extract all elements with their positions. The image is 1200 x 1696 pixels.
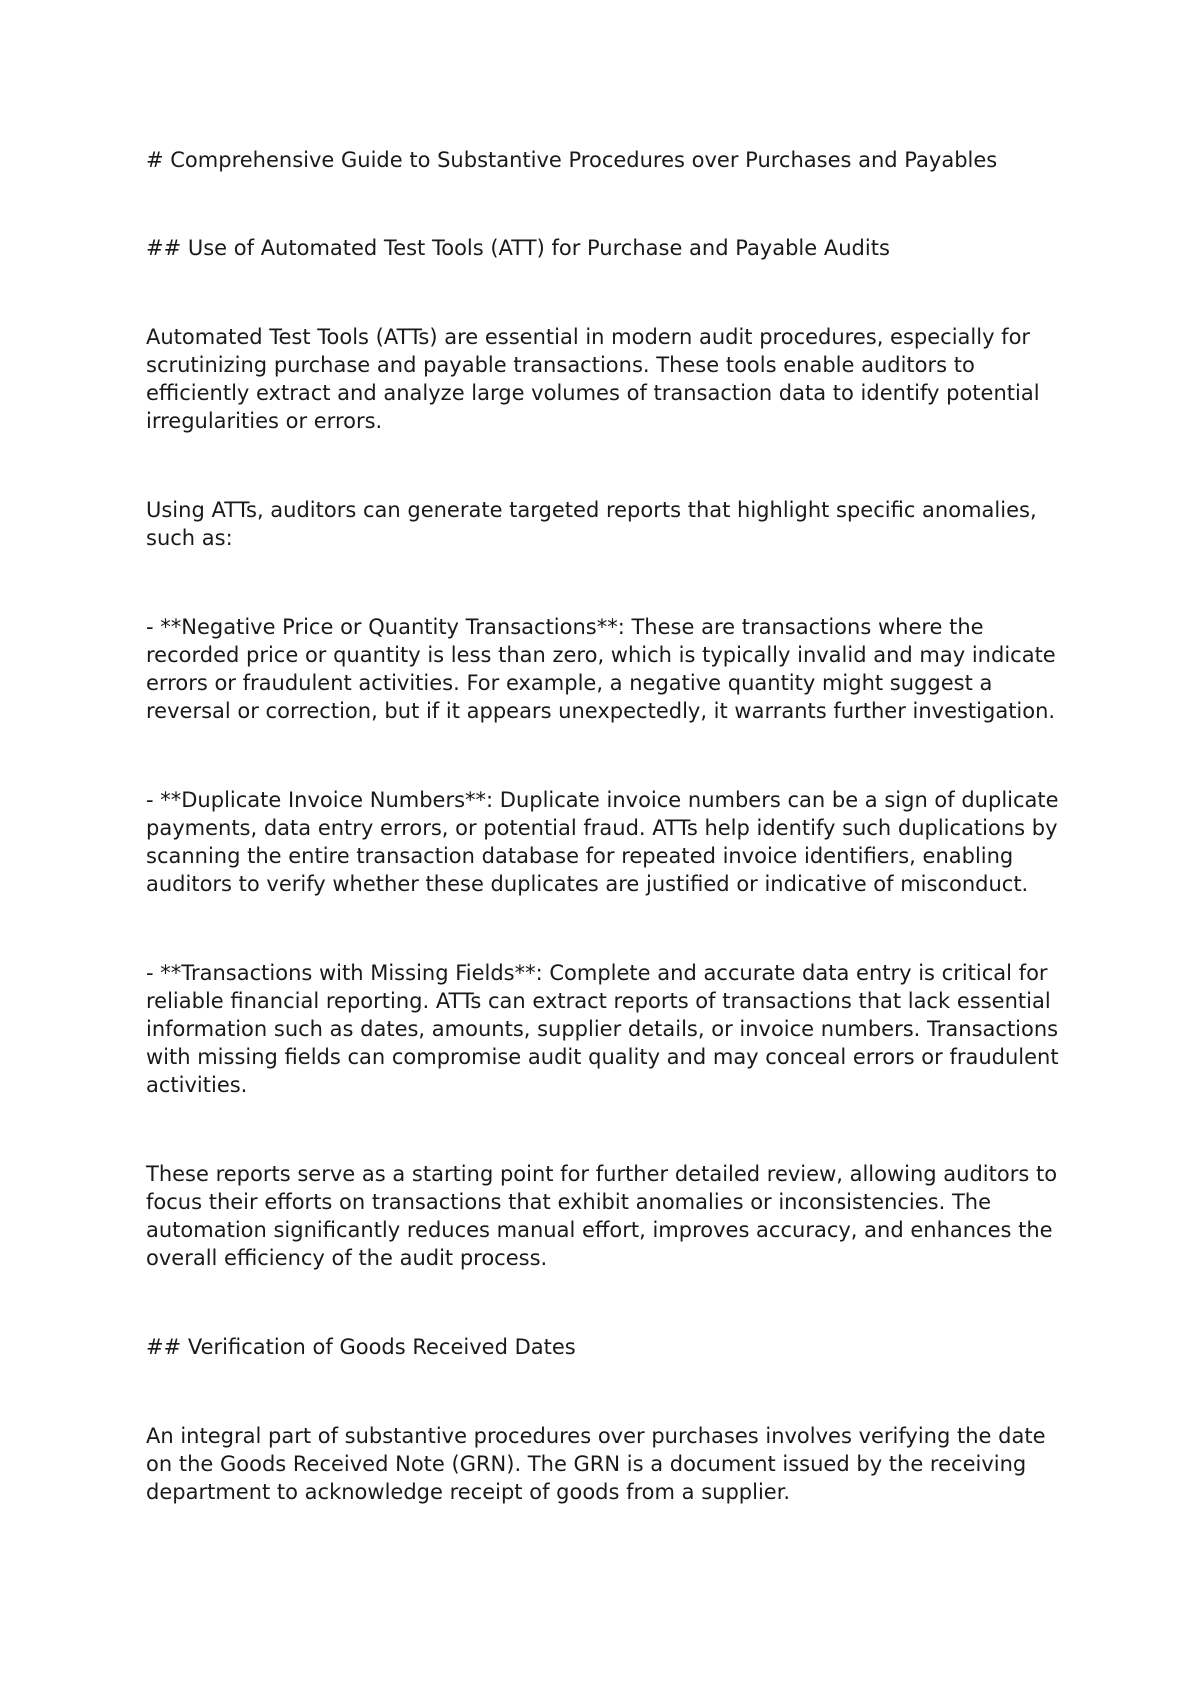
paragraph-att-lead: Using ATTs, auditors can generate targeted reports that highlight specific anomalies, such as: (146, 498, 1037, 550)
section-heading-grn: ## Verification of Goods Received Dates (146, 1335, 576, 1359)
bullet-duplicate-invoice: - **Duplicate Invoice Numbers**: Duplicate invoice numbers can be a sign of duplicate payments, data entry errors, or potential fraud. ATTs help identify such duplications by scanning the entire transaction database for repeated invoice identifiers, enabling auditors to verify whether these duplicates are justified or indicative of misconduct. (146, 788, 1059, 896)
paragraph-grn-intro: An integral part of substantive procedures over purchases involves verifying the date on the Goods Received Note (GRN). The GRN is a document issued by the receiving department to acknowledge receipt of goods from a supplier. (146, 1424, 1046, 1504)
paragraph-att-conclusion: These reports serve as a starting point for further detailed review, allowing auditors to focus their efforts on transactions that exhibit anomalies or inconsistencies. The automation significantly reduces manual effort, improves accuracy, and enhances the overall efficiency of the audit process. (146, 1162, 1058, 1270)
bullet-missing-fields: - **Transactions with Missing Fields**: Complete and accurate data entry is critical for reliable financial reporting. ATTs can extract reports of transactions that lack essential information such as dates, amounts, supplier details, or invoice numbers. Transactions with missing fields can compromise audit quality and may conceal errors or fraudulent activities. (146, 961, 1059, 1097)
section-heading-att: ## Use of Automated Test Tools (ATT) for Purchase and Payable Audits (146, 236, 890, 260)
document-title: # Comprehensive Guide to Substantive Procedures over Purchases and Payables (146, 148, 998, 172)
paragraph-att-intro: Automated Test Tools (ATTs) are essential in modern audit procedures, especially for scrutinizing purchase and payable transactions. These tools enable auditors to efficiently extract and analyze large volumes of transaction data to identify potential irregularities or errors. (146, 325, 1040, 433)
document-page (146, 146, 1076, 1567)
bullet-negative-price: - **Negative Price or Quantity Transactions**: These are transactions where the recorded price or quantity is less than zero, which is typically invalid and may indicate errors or fraudulent activities. For example, a negative quantity might suggest a reversal or correction, but if it appears unexpectedly, it warrants further investigation. (146, 615, 1056, 723)
